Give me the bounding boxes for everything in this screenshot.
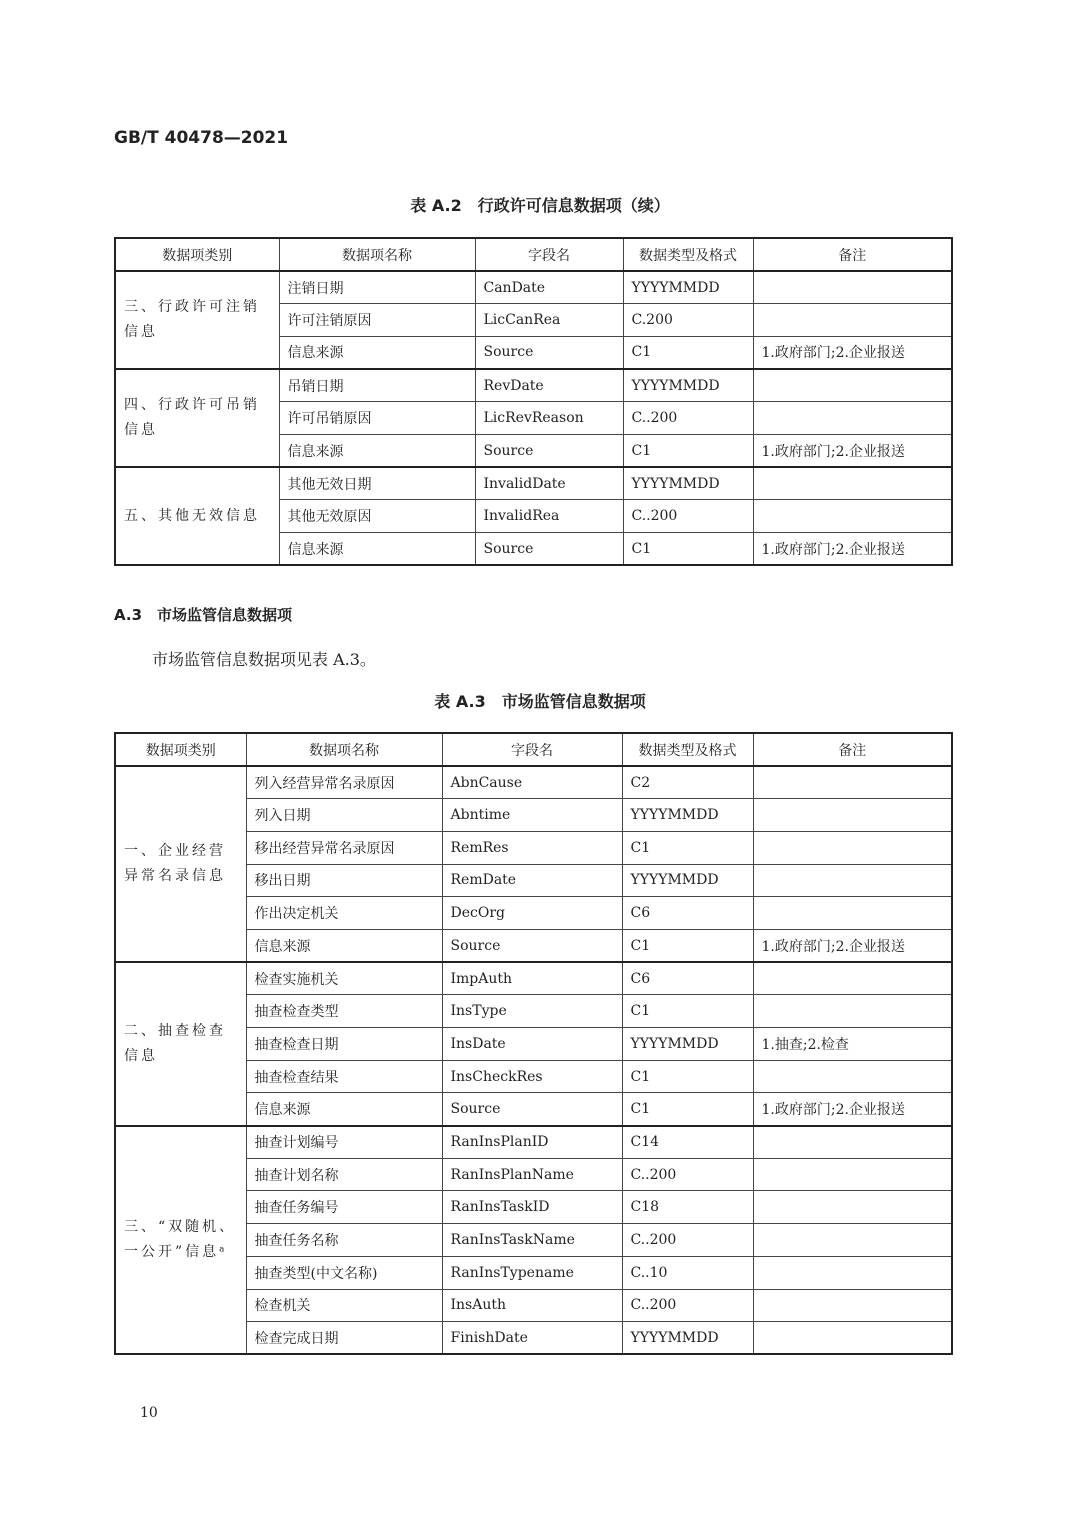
page-number: 10 [140, 1405, 158, 1421]
data-type-cell: C1 [623, 533, 753, 566]
data-type-cell: YYYYMMDD [622, 1028, 753, 1061]
note-cell: 1.政府部门;2.企业报送 [753, 929, 952, 962]
data-type-cell: C1 [623, 336, 753, 369]
item-name-cell: 检查实施机关 [246, 962, 442, 995]
item-name-cell: 信息来源 [246, 929, 442, 962]
field-name-cell: ImpAuth [442, 962, 622, 995]
field-name-cell: InvalidDate [475, 467, 623, 500]
note-cell [753, 304, 952, 337]
column-header: 数据项名称 [279, 238, 475, 271]
data-type-cell: C..200 [623, 500, 753, 533]
column-header: 数据项类别 [115, 733, 246, 766]
field-name-cell: DecOrg [442, 897, 622, 930]
field-name-cell: CanDate [475, 271, 623, 304]
table-a3 [114, 732, 953, 1355]
section-heading: A.3 市场监管信息数据项 [114, 606, 293, 624]
note-cell [753, 864, 952, 897]
data-type-cell: C6 [622, 962, 753, 995]
table-row [115, 467, 952, 500]
field-name-cell: InsDate [442, 1028, 622, 1061]
note-cell [753, 995, 952, 1028]
item-name-cell: 抽查计划名称 [246, 1158, 442, 1191]
data-type-cell: C..200 [622, 1289, 753, 1322]
data-type-cell: C14 [622, 1126, 753, 1159]
note-cell: 1.政府部门;2.企业报送 [753, 533, 952, 566]
field-name-cell: InsAuth [442, 1289, 622, 1322]
data-type-cell: C18 [622, 1191, 753, 1224]
item-name-cell: 抽查计划编号 [246, 1126, 442, 1159]
field-name-cell: Source [475, 336, 623, 369]
header-row [115, 238, 952, 271]
table-row [115, 962, 952, 995]
table-row [115, 766, 952, 799]
data-type-cell: C..10 [622, 1256, 753, 1289]
note-cell [753, 1322, 952, 1355]
category-cell: 三、“双随机、一公开”信息ᵃ [115, 1126, 246, 1355]
item-name-cell: 许可注销原因 [279, 304, 475, 337]
item-name-cell: 列入经营异常名录原因 [246, 766, 442, 799]
item-name-cell: 移出日期 [246, 864, 442, 897]
column-header: 字段名 [475, 238, 623, 271]
data-type-cell: C1 [622, 831, 753, 864]
item-name-cell: 抽查检查结果 [246, 1060, 442, 1093]
item-name-cell: 抽查检查类型 [246, 995, 442, 1028]
data-type-cell: C1 [623, 434, 753, 467]
column-header: 备注 [753, 238, 952, 271]
note-cell [753, 799, 952, 832]
data-type-cell: YYYYMMDD [623, 467, 753, 500]
category-cell: 三、行政许可注销信息 [115, 271, 279, 369]
item-name-cell: 作出决定机关 [246, 897, 442, 930]
item-name-cell: 其他无效日期 [279, 467, 475, 500]
column-header: 数据项名称 [246, 733, 442, 766]
data-type-cell: C1 [622, 929, 753, 962]
category-cell: 五、其他无效信息 [115, 467, 279, 565]
table-a2-caption: 表 A.2 行政许可信息数据项（续） [410, 196, 670, 215]
item-name-cell: 信息来源 [279, 336, 475, 369]
item-name-cell: 抽查类型(中文名称) [246, 1256, 442, 1289]
item-name-cell: 信息来源 [246, 1093, 442, 1126]
note-cell [753, 1158, 952, 1191]
field-name-cell: Abntime [442, 799, 622, 832]
note-cell: 1.抽查;2.检查 [753, 1028, 952, 1061]
note-cell [753, 467, 952, 500]
field-name-cell: RemRes [442, 831, 622, 864]
field-name-cell: RanInsTaskName [442, 1224, 622, 1257]
note-cell [753, 369, 952, 402]
data-type-cell: C2 [622, 766, 753, 799]
note-cell [753, 897, 952, 930]
note-cell: 1.政府部门;2.企业报送 [753, 1093, 952, 1126]
section-text: 市场监管信息数据项见表 A.3。 [152, 650, 376, 669]
field-name-cell: InvalidRea [475, 500, 623, 533]
category-cell: 二、抽查检查信息 [115, 962, 246, 1125]
item-name-cell: 列入日期 [246, 799, 442, 832]
note-cell [753, 402, 952, 435]
table-row [115, 1126, 952, 1159]
data-type-cell: C6 [622, 897, 753, 930]
note-cell [753, 1191, 952, 1224]
column-header: 数据类型及格式 [623, 238, 753, 271]
item-name-cell: 信息来源 [279, 533, 475, 566]
field-name-cell: InsCheckRes [442, 1060, 622, 1093]
category-cell: 四、行政许可吊销信息 [115, 369, 279, 467]
note-cell [753, 500, 952, 533]
data-type-cell: C..200 [622, 1158, 753, 1191]
data-type-cell: YYYYMMDD [622, 864, 753, 897]
field-name-cell: InsType [442, 995, 622, 1028]
field-name-cell: RanInsTaskID [442, 1191, 622, 1224]
table-a2 [114, 237, 953, 566]
column-header: 数据项类别 [115, 238, 279, 271]
field-name-cell: RemDate [442, 864, 622, 897]
field-name-cell: RanInsPlanID [442, 1126, 622, 1159]
note-cell [753, 962, 952, 995]
note-cell [753, 1060, 952, 1093]
table-a3-caption: 表 A.3 市场监管信息数据项 [434, 692, 646, 711]
column-header: 字段名 [442, 733, 622, 766]
field-name-cell: LicRevReason [475, 402, 623, 435]
header-row [115, 733, 952, 766]
item-name-cell: 移出经营异常名录原因 [246, 831, 442, 864]
item-name-cell: 其他无效原因 [279, 500, 475, 533]
category-cell: 一、企业经营异常名录信息 [115, 766, 246, 962]
field-name-cell: FinishDate [442, 1322, 622, 1355]
item-name-cell: 注销日期 [279, 271, 475, 304]
note-cell [753, 271, 952, 304]
item-name-cell: 抽查检查日期 [246, 1028, 442, 1061]
data-type-cell: YYYYMMDD [622, 1322, 753, 1355]
note-cell [753, 1126, 952, 1159]
note-cell [753, 1289, 952, 1322]
note-cell [753, 1224, 952, 1257]
table-row [115, 369, 952, 402]
field-name-cell: RanInsTypename [442, 1256, 622, 1289]
table-row [115, 271, 952, 304]
item-name-cell: 许可吊销原因 [279, 402, 475, 435]
field-name-cell: RevDate [475, 369, 623, 402]
item-name-cell: 检查完成日期 [246, 1322, 442, 1355]
item-name-cell: 抽查任务名称 [246, 1224, 442, 1257]
field-name-cell: AbnCause [442, 766, 622, 799]
data-type-cell: C.200 [623, 304, 753, 337]
data-type-cell: YYYYMMDD [622, 799, 753, 832]
data-type-cell: C..200 [622, 1224, 753, 1257]
data-type-cell: C1 [622, 995, 753, 1028]
field-name-cell: Source [475, 434, 623, 467]
note-cell: 1.政府部门;2.企业报送 [753, 336, 952, 369]
data-type-cell: C1 [622, 1060, 753, 1093]
note-cell: 1.政府部门;2.企业报送 [753, 434, 952, 467]
data-type-cell: YYYYMMDD [623, 369, 753, 402]
item-name-cell: 检查机关 [246, 1289, 442, 1322]
field-name-cell: LicCanRea [475, 304, 623, 337]
data-type-cell: YYYYMMDD [623, 271, 753, 304]
field-name-cell: RanInsPlanName [442, 1158, 622, 1191]
note-cell [753, 1256, 952, 1289]
standard-number: GB/T 40478—2021 [114, 128, 289, 148]
field-name-cell: Source [442, 929, 622, 962]
note-cell [753, 831, 952, 864]
data-type-cell: C1 [622, 1093, 753, 1126]
item-name-cell: 抽查任务编号 [246, 1191, 442, 1224]
item-name-cell: 信息来源 [279, 434, 475, 467]
data-type-cell: C..200 [623, 402, 753, 435]
item-name-cell: 吊销日期 [279, 369, 475, 402]
field-name-cell: Source [442, 1093, 622, 1126]
note-cell [753, 766, 952, 799]
column-header: 备注 [753, 733, 952, 766]
column-header: 数据类型及格式 [622, 733, 753, 766]
field-name-cell: Source [475, 533, 623, 566]
